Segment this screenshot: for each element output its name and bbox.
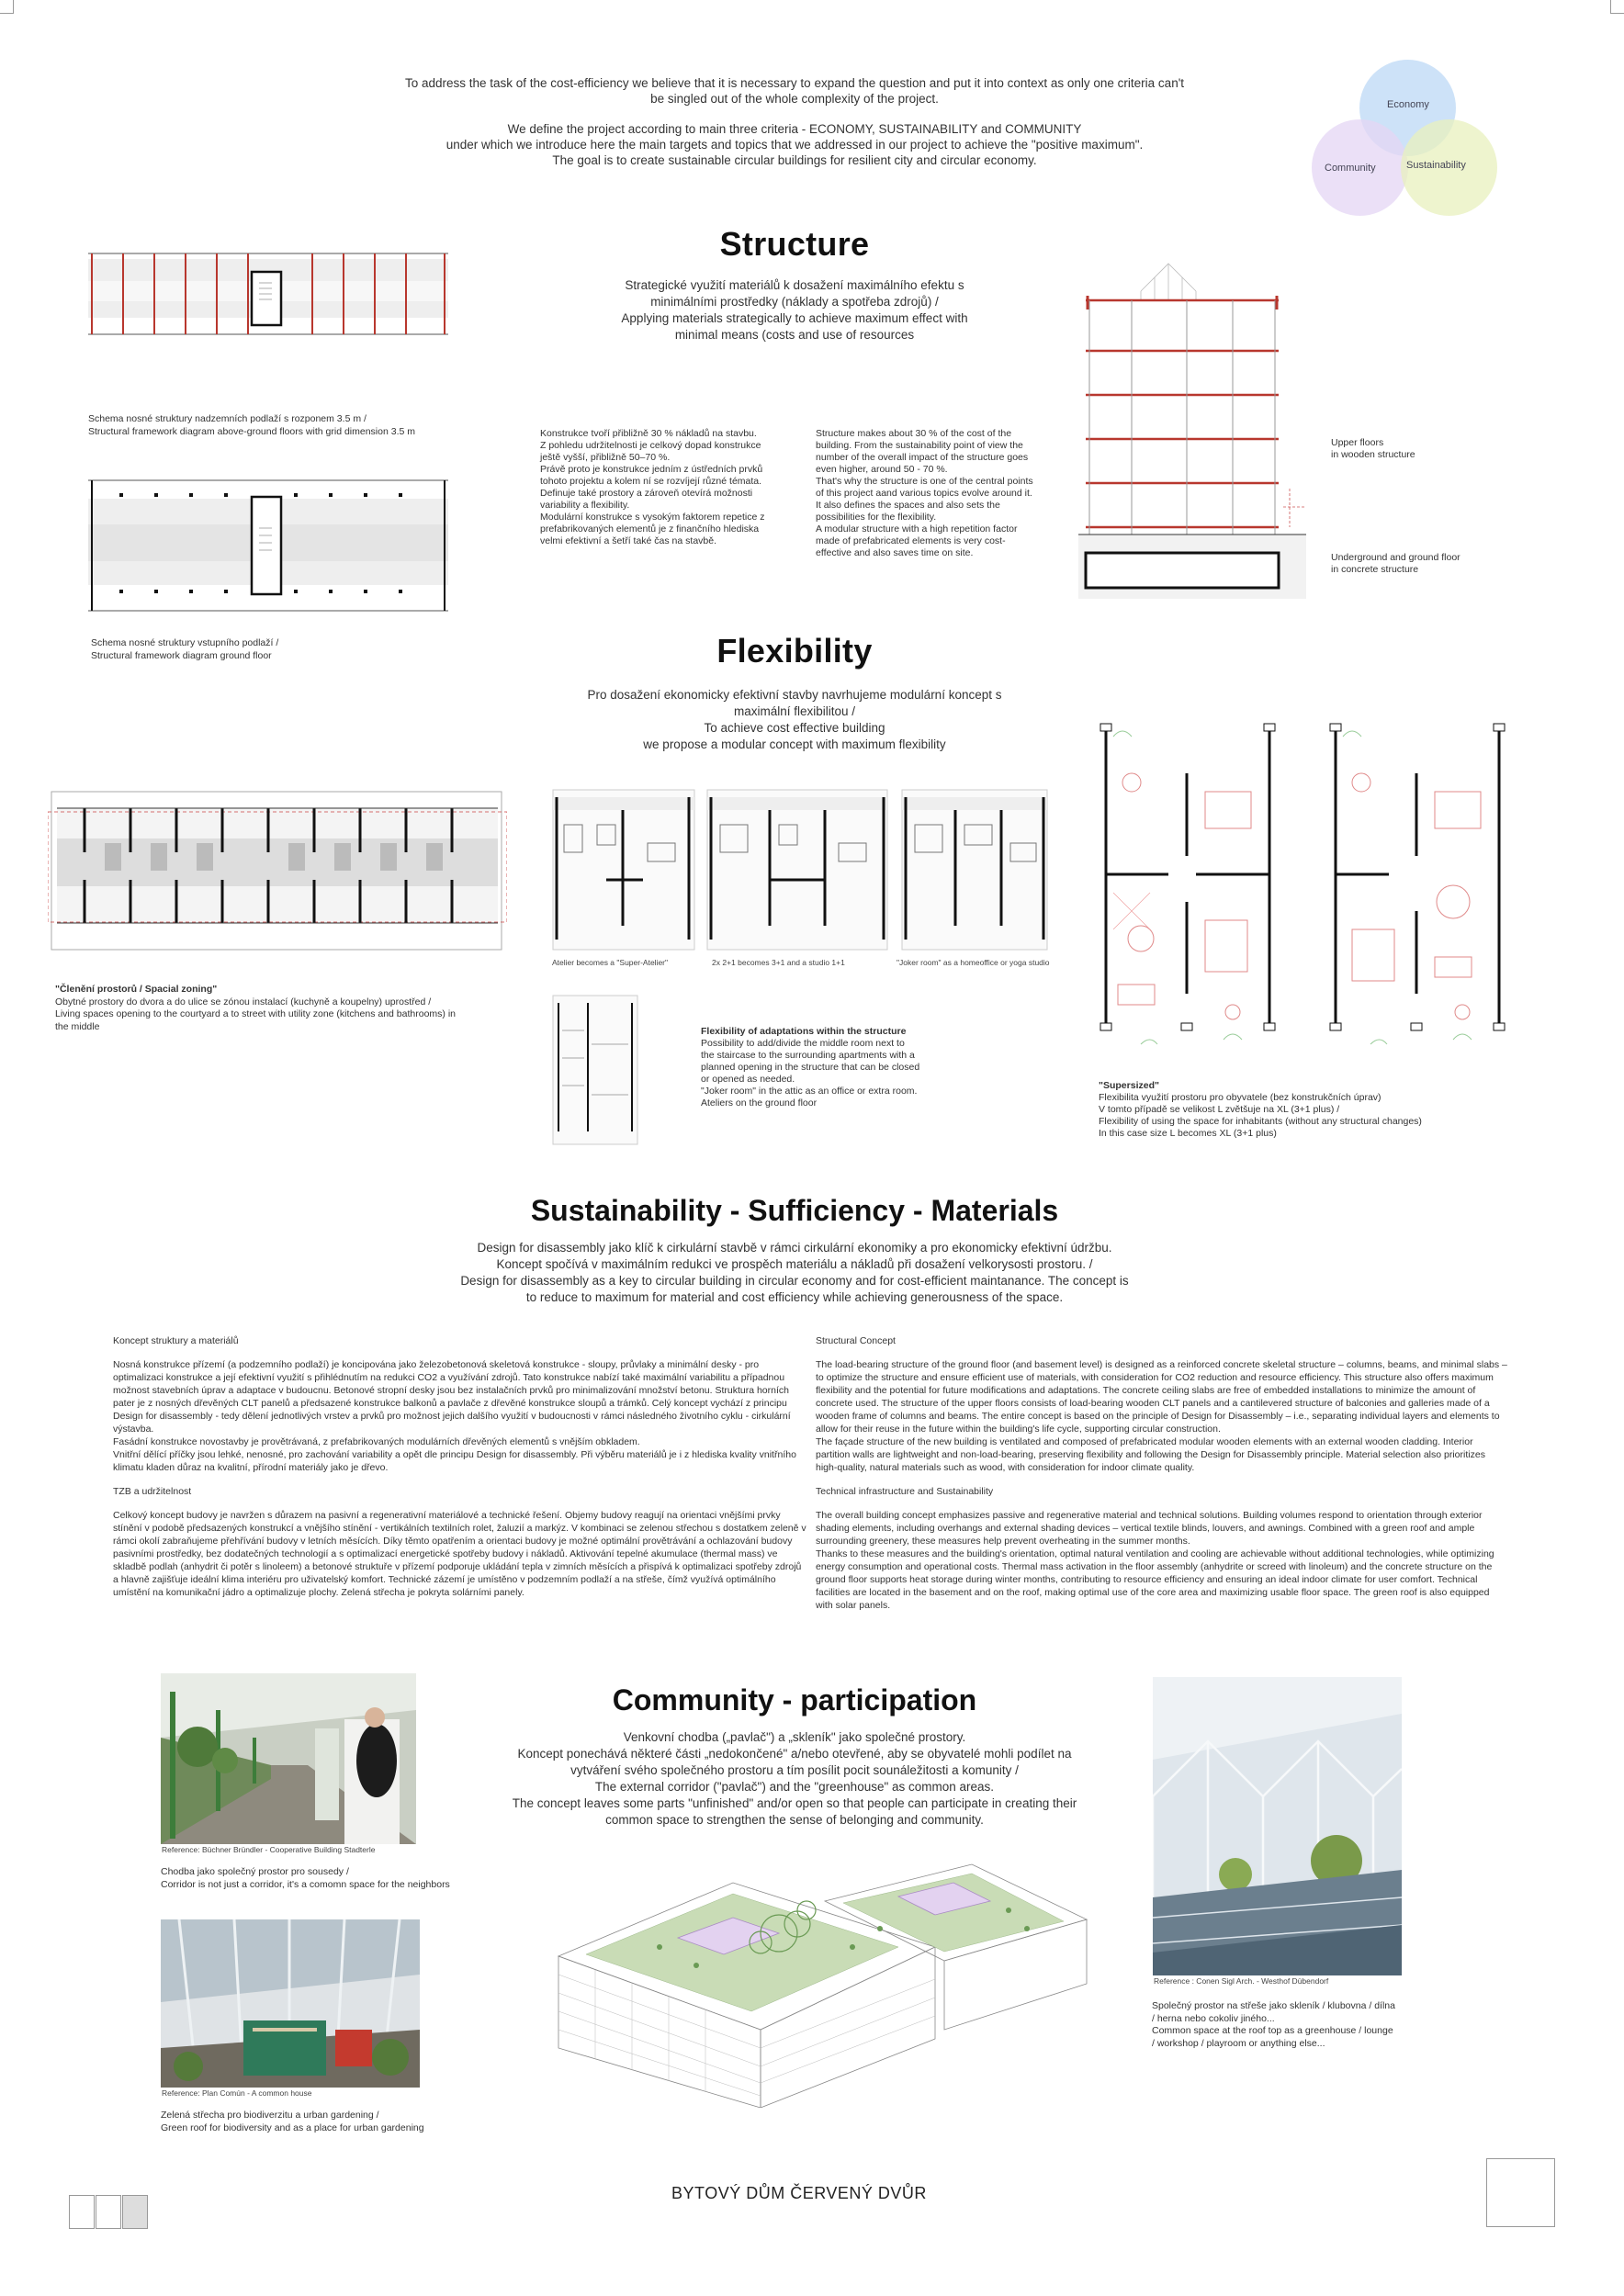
reference-caption-2: Reference: Plan Común - A common house bbox=[162, 2088, 312, 2098]
adaptation-line: the staircase to the surrounding apartments with a bbox=[701, 1050, 915, 1061]
adaptation-title: Flexibility of adaptations within the structure bbox=[701, 1026, 907, 1037]
unit-plan-super-atelier bbox=[551, 788, 696, 951]
structure-en-line: number of the overall impact of the structure goes bbox=[816, 452, 1029, 463]
adaptation-line: or opened as needed. bbox=[701, 1074, 795, 1085]
adaptation-line: planned opening in the structure that can be closed bbox=[701, 1062, 920, 1073]
reference-photo-rooftop bbox=[1153, 1677, 1402, 1975]
page-indicator-1 bbox=[69, 2195, 95, 2229]
sustainability-cz-paragraph-2: Fasádní konstrukce novostavby je provětrávaná, z prefabrikovaných modulárních dřevěných elementů s vnějším obkladem. bbox=[113, 1436, 640, 1447]
community-axonometric-drawing bbox=[549, 1846, 1091, 2108]
page-indicator-3-active bbox=[122, 2195, 148, 2229]
intro-line-5: The goal is to create sustainable circular buildings for resilient city and circular economy. bbox=[552, 153, 1037, 167]
section-label-under bbox=[1331, 552, 1533, 576]
community-caption-2a: Zelená střecha pro biodiverzitu a urban gardening / bbox=[161, 2110, 379, 2121]
community-title: Community - participation bbox=[612, 1683, 977, 1716]
unit-plan-caption-1: Atelier becomes a "Super-Atelier" bbox=[552, 958, 669, 967]
community-caption-3 bbox=[1152, 2000, 1446, 2050]
structure-cz-line: tohoto projektu a kolem ní se rozvíjejí různé témata. bbox=[540, 476, 762, 487]
structure-text-cz bbox=[540, 428, 788, 547]
community-caption-1 bbox=[161, 1866, 491, 1891]
community-caption-2b: Green roof for biodiversity and as a place for urban gardening bbox=[161, 2122, 424, 2133]
sustainability-sub-2: Koncept spočívá v maximálním redukci ve prospěch materiálu a nákladů při dosažení velkorysosti prostoru. / bbox=[496, 1257, 1093, 1271]
sustainability-cz-heading-1: Koncept struktury a materiálů bbox=[113, 1335, 239, 1346]
sustainability-en-heading-1: Structural Concept bbox=[816, 1335, 896, 1346]
community-sub-line: Venkovní chodba („pavlač") a „skleník" jako společné prostory. bbox=[623, 1730, 966, 1744]
structure-cz-line: Konstrukce tvoří přibližně 30 % nákladů na stavbu. bbox=[540, 428, 757, 439]
section-label-upper bbox=[1331, 437, 1515, 461]
structure-caption-ground-cz: Schema nosné struktury vstupního podlaží / bbox=[91, 637, 279, 648]
venn-sustainability-label: Sustainability bbox=[1406, 160, 1466, 171]
sustainability-text-en bbox=[816, 1334, 1509, 1612]
apartment-plan-size-xl bbox=[1315, 718, 1519, 1065]
adaptation-line: "Joker room" in the attic as an office or extra room. bbox=[701, 1086, 918, 1097]
community-sub-line: The external corridor ("pavlač") and the "greenhouse" as common areas. bbox=[594, 1780, 995, 1794]
intro-line-3: We define the project according to main three criteria - ECONOMY, SUSTAINABILITY and COMMUNITY bbox=[507, 122, 1082, 136]
building-section-drawing bbox=[1077, 259, 1315, 601]
community-caption-3-line: / herna nebo cokoliv jiného... bbox=[1152, 2012, 1275, 2024]
structure-cz-line: Definuje také prostory a zároveň otevírá možnosti bbox=[540, 488, 753, 499]
flexibility-sub-3: To achieve cost effective building bbox=[704, 721, 885, 735]
sustainability-en-paragraph-3: The overall building concept emphasizes passive and regenerative material and technical solutions. Building volumes respond to orientation through exterior shading elements, including overhangs and external shading devices – vertical textile blinds, louvers, and awnings. Combined with a green roof and ample surrounding greenery, these measures help prevent overheating in the summer months. bbox=[816, 1510, 1483, 1547]
community-sub-line: The concept leaves some parts "unfinished" and/or open so that people can participate in creating their bbox=[512, 1796, 1077, 1810]
adaptation-section-drawing bbox=[551, 994, 639, 1146]
sustainability-title: Sustainability - Sufficiency - Materials bbox=[530, 1194, 1059, 1227]
adaptation-line: Ateliers on the ground floor bbox=[701, 1097, 818, 1109]
community-subtitle bbox=[478, 1729, 1111, 1829]
flexibility-subtitle bbox=[514, 687, 1075, 753]
spacial-zoning-line-1: Obytné prostory do dvora a do ulice se zónou instalací (kuchyně a koupelny) uprostřed / bbox=[55, 996, 432, 1007]
structure-en-line: effective and also saves time on site. bbox=[816, 547, 974, 558]
reference-caption-3: Reference : Conen Sigl Arch. - Westhof Dübendorf bbox=[1154, 1976, 1329, 1986]
community-caption-1b: Corridor is not just a corridor, it's a comomn space for the neighbors bbox=[161, 1878, 450, 1890]
structure-en-line: of this project aand various topics evolve around it. bbox=[816, 488, 1032, 499]
structure-caption-upper-en: Structural framework diagram above-ground floors with grid dimension 3.5 m bbox=[88, 425, 415, 437]
structure-subtitle bbox=[551, 277, 1038, 343]
unit-plan-joker-room bbox=[900, 788, 1049, 951]
supersized-line: Flexibility of using the space for inhabitants (without any structural changes) bbox=[1099, 1116, 1422, 1127]
structure-sub-2: minimálními prostředky (náklady a spotřeba zdrojů) / bbox=[650, 295, 939, 309]
unit-plan-caption-2: 2x 2+1 becomes 3+1 and a studio 1+1 bbox=[712, 958, 845, 967]
community-sub-line: Koncept ponechává některé části „nedokončené" a/nebo otevřené, aby se obyvatelé mohli podílet na bbox=[517, 1747, 1072, 1761]
reference-photo-green-roof bbox=[161, 1919, 420, 2088]
community-caption-3-line: Společný prostor na střeše jako skleník / klubovna / dílna bbox=[1152, 2000, 1395, 2011]
venn-diagram bbox=[1309, 55, 1543, 216]
section-label-upper-1: Upper floors bbox=[1331, 437, 1384, 448]
structure-en-line: A modular structure with a high repetition factor bbox=[816, 523, 1018, 535]
venn-economy-label: Economy bbox=[1387, 99, 1429, 110]
unit-plan-3plus1 bbox=[705, 788, 889, 951]
sustainability-cz-paragraph-4: Celkový koncept budovy je navržen s důrazem na pasivní a regenerativní materiálové a technické řešení. Objemy budovy reagují na orientaci vnějšími prvky stínění v podobě předsazených konstrukcí a vnějšího stínění - vertikálních textilních rolet, žaluzií a markýz. V kombinaci se zelenou střechou s dostatkem zeleně v rámci okolí zabraňujeme přehřívání budovy v letních měsících. Díky těmto opatřením a orientaci budovy je možné optimální provětrávání a ochlazování budovy pasivními prostředky, bez dodatečných technologií a s optimalizací energetické spotřeby budovy i nákladů. Aktivování tepelné akumulace (thermal mass) ve skladbě podlah (anhydrit či potěr s linoleem) a betonové struktuře v přízemí podporuje ukládání tepla v zimních měsících a přispívá k optimalizaci spotřeby zdrojů a hlavně zajišťuje ideální klima interiéru pro uživatelský komfort. Technické zázemí je umístěno v podzemním podlaží a na střeše, čímž využívá optimálního umístění na komunikační jádro a optimalizuje plochy. Zelená střecha je pokryta solárními panely. bbox=[113, 1510, 806, 1598]
structure-text-en bbox=[816, 428, 1054, 559]
section-label-under-1: Underground and ground floor bbox=[1331, 552, 1460, 563]
structure-en-line: building. From the sustainability point of view the bbox=[816, 440, 1023, 451]
structure-en-line: Structure makes about 30 % of the cost of the bbox=[816, 428, 1012, 439]
reference-photo-corridor bbox=[161, 1673, 416, 1844]
structure-en-line: That's why the structure is one of the central points bbox=[816, 476, 1033, 487]
community-caption-3-line: Common space at the roof top as a greenhouse / lounge bbox=[1152, 2025, 1393, 2036]
structure-cz-line: variability a flexibility. bbox=[540, 500, 630, 511]
structure-cz-line: velmi efektivní a šetří také čas na stavbě. bbox=[540, 535, 717, 546]
intro-line-2: be singled out of the whole complexity of the project. bbox=[650, 92, 939, 106]
structure-sub-1: Strategické využití materiálů k dosažení maximálního efektu s bbox=[625, 278, 964, 292]
community-caption-3-line: / workshop / playroom or anything else... bbox=[1152, 2037, 1325, 2049]
structure-cz-line: prefabrikovaných elementů je z finančního hlediska bbox=[540, 523, 760, 535]
structural-framework-ground-diagram bbox=[88, 473, 448, 618]
structure-caption-ground bbox=[91, 637, 477, 662]
structure-en-line: even higher, around 50 - 70 %. bbox=[816, 464, 948, 475]
structure-en-line: made of prefabricated elements is very cost- bbox=[816, 535, 1006, 546]
page-indicator-2 bbox=[96, 2195, 121, 2229]
apartment-plan-size-l bbox=[1086, 718, 1290, 1065]
supersized-text bbox=[1099, 1080, 1484, 1140]
structural-framework-upper-diagram bbox=[88, 246, 448, 345]
stamp-box bbox=[1486, 2158, 1555, 2227]
spacial-zoning-title: "Členění prostorů / Spacial zoning" bbox=[55, 984, 218, 995]
sustainability-sub-3: Design for disassembly as a key to circular building in circular economy and for cost-efficient maintanance. The concept is bbox=[460, 1274, 1129, 1288]
sustainability-sub-4: to reduce to maximum for material and cost efficiency while achieving generousness of the space. bbox=[525, 1290, 1064, 1304]
structure-en-line: possibilities for the flexibility. bbox=[816, 512, 937, 523]
sustainability-en-paragraph-4: Thanks to these measures and the building's orientation, optimal natural ventilation and cooling are achievable without additional technologies, while optimizing energy consumption and operational costs. Thermal mass activation in the floor assembly (anhydrite or screed with linoleum) and the concrete structure on the ground floor supports heat storage during winter months, contributing to resource efficiency and ensuring an ideal indoor climate for user comfort. Technical facilities are located in the basement and on the roof, making optimal use of the core area and maximizing usable floor space. The green roof is also equipped with solar panels. bbox=[816, 1548, 1494, 1611]
flexibility-title: Flexibility bbox=[716, 632, 873, 670]
section-label-upper-2: in wooden structure bbox=[1331, 449, 1415, 460]
structure-caption-ground-en: Structural framework diagram ground floor bbox=[91, 649, 272, 661]
flexibility-sub-4: we propose a modular concept with maximum flexibility bbox=[643, 737, 946, 751]
sustainability-text-cz bbox=[113, 1334, 806, 1599]
flexibility-sub-2: maximální flexibilitou / bbox=[733, 704, 856, 718]
spacial-zoning-line-2: Living spaces opening to the courtyard a to street with utility zone (kitchens and bathrooms) in bbox=[55, 1008, 456, 1019]
supersized-line: In this case size L becomes XL (3+1 plus) bbox=[1099, 1128, 1277, 1139]
flexibility-sub-1: Pro dosažení ekonomicky efektivní stavby navrhujeme modulární koncept s bbox=[587, 688, 1002, 702]
sustainability-en-paragraph-1: The load-bearing structure of the ground floor (and basement level) is designed as a reinforced concrete skeletal structure – columns, beams, and minimal slabs – to optimize the structure and ensure efficient use of materials, with consideration for CO2 reduction and resource efficiency. This structure also offers maximum flexibility and the potential for future modifications and adaptations. The concrete ceiling slabs are free of embedded installations to minimize the amount of concrete used. The structure of the upper floors consists of load-bearing wooden CLT panels and a cantilevered structure of balconies and galleries made of a wooden frame of columns and beams. The entire concept is based on the principle of Design for Disassembly – i.e., separating individual layers and elements to allow for their reuse in the future within the building's life cycle, supporting circular construction. bbox=[816, 1359, 1507, 1435]
supersized-line: Flexibilita využití prostoru pro obyvatele (bez konstrukčních úprav) bbox=[1099, 1092, 1382, 1103]
structure-en-line: It also defines the spaces and also sets the bbox=[816, 500, 1000, 511]
reference-caption-1: Reference: Büchner Bründler - Cooperative Building Stadterle bbox=[162, 1845, 376, 1854]
section-label-under-2: in concrete structure bbox=[1331, 564, 1419, 575]
sustainability-cz-paragraph-1: Nosná konstrukce přízemí (a podzemního podlaží) je koncipována jako železobetonová skeletová konstrukce - sloupy, průvlaky a minimální desky - pro optimalizaci konstrukce a její efektivní využití s přihlédnutím na redukci CO2 a využívání zdrojů. Tato konstrukce nabízí také maximální variabilitu a případnou možnost stavebních úprav a adaptace v budoucnu. Betonové stropní desky jsou bez instalačních prvků pro minimalizování množství betonu. Struktura horních pater je z nosných dřevěných CLT panelů a předsazené konstrukce balkonů a pavlače z dřevěné konstrukce sloupů a trámků. Celý koncept vychází z principu Design for disassembly - tedy dělení jednotlivých vrstev a prvků pro možnost jejich dalšího využití v budoucnosti v rámci následného životního cyklu - cirkulární výstavba. bbox=[113, 1359, 791, 1435]
community-caption-2 bbox=[161, 2110, 491, 2134]
structure-title: Structure bbox=[719, 225, 870, 263]
community-sub-line: common space to strengthen the sense of belonging and community. bbox=[605, 1813, 984, 1827]
structure-cz-line: Modulární konstrukce s vysokým faktorem repetice z bbox=[540, 512, 765, 523]
adaptation-line: Possibility to add/divide the middle room next to bbox=[701, 1038, 905, 1049]
structure-caption-upper bbox=[88, 413, 474, 438]
sustainability-cz-heading-2: TZB a udržitelnost bbox=[113, 1486, 192, 1497]
spacial-zoning-plan bbox=[48, 788, 507, 953]
structure-cz-line: Právě proto je konstrukce jedním z ústředních prvků bbox=[540, 464, 763, 475]
community-caption-1a: Chodba jako společný prostor pro sousedy / bbox=[161, 1866, 349, 1877]
unit-plan-caption-3: "Joker room" as a homeoffice or yoga studio bbox=[897, 958, 1050, 967]
structure-cz-line: ještě vyšší, přibližně 50–70 %. bbox=[540, 452, 671, 463]
crop-mark-top-right bbox=[1610, 0, 1624, 14]
intro-line-1: To address the task of the cost-efficiency we believe that it is necessary to expand the question and put it into context as only one criteria can't bbox=[404, 76, 1185, 90]
sustainability-cz-paragraph-3: Vnitřní dělící příčky jsou lehké, nenosné, pro zachování variability a opět dle principu Design for disassembly. Při výběru materiálů je i z hlediska kvality vnitřního klimatu kladen důraz na kvalitní, přírodní materiály jako je dřevo. bbox=[113, 1449, 796, 1473]
supersized-title: "Supersized" bbox=[1099, 1080, 1159, 1091]
crop-mark-top-left bbox=[0, 0, 14, 14]
venn-community-label: Community bbox=[1325, 163, 1376, 174]
community-sub-line: vytváření svého společného prostoru a tím posílit pocit sounáležitosti a komunity / bbox=[570, 1763, 1019, 1777]
adaptation-text bbox=[701, 1026, 958, 1109]
sustainability-sub-1: Design for disassembly jako klíč k cirkulární stavbě v rámci cirkulární ekonomiky a pro ekonomicky efektivní údržbu. bbox=[477, 1241, 1112, 1255]
intro-text bbox=[367, 75, 1222, 168]
structure-caption-upper-cz: Schema nosné struktury nadzemních podlaží s rozponem 3.5 m / bbox=[88, 413, 367, 424]
project-name: BYTOVÝ DŮM ČERVENÝ DVŮR bbox=[671, 2184, 927, 2202]
sustainability-en-heading-2: Technical infrastructure and Sustainability bbox=[816, 1486, 994, 1497]
structure-cz-line: Z pohledu udržitelnosti je celkový dopad konstrukce bbox=[540, 440, 761, 451]
spacial-zoning-line-3: the middle bbox=[55, 1020, 100, 1032]
structure-sub-4: minimal means (costs and use of resources bbox=[674, 328, 915, 342]
supersized-line: V tomto případě se velikost L zvětšuje na XL (3+1 plus) / bbox=[1099, 1104, 1340, 1115]
spacial-zoning-caption bbox=[55, 984, 487, 1033]
intro-line-4: under which we introduce here the main targets and topics that we addressed in our project to achieve the "positive maximum". bbox=[445, 138, 1144, 152]
structure-sub-3: Applying materials strategically to achieve maximum effect with bbox=[621, 311, 968, 325]
sustainability-subtitle bbox=[349, 1240, 1240, 1306]
sustainability-en-paragraph-2: The façade structure of the new building is ventilated and composed of prefabricated modular wooden elements with an external wooden cladding. Interior partition walls are lightweight and non-load-bearing, preserving flexibility and following the Design for Disassembly principle. Material selection also prioritizes high-quality, natural materials such as wood, with consideration for indoor climate quality. bbox=[816, 1436, 1485, 1473]
